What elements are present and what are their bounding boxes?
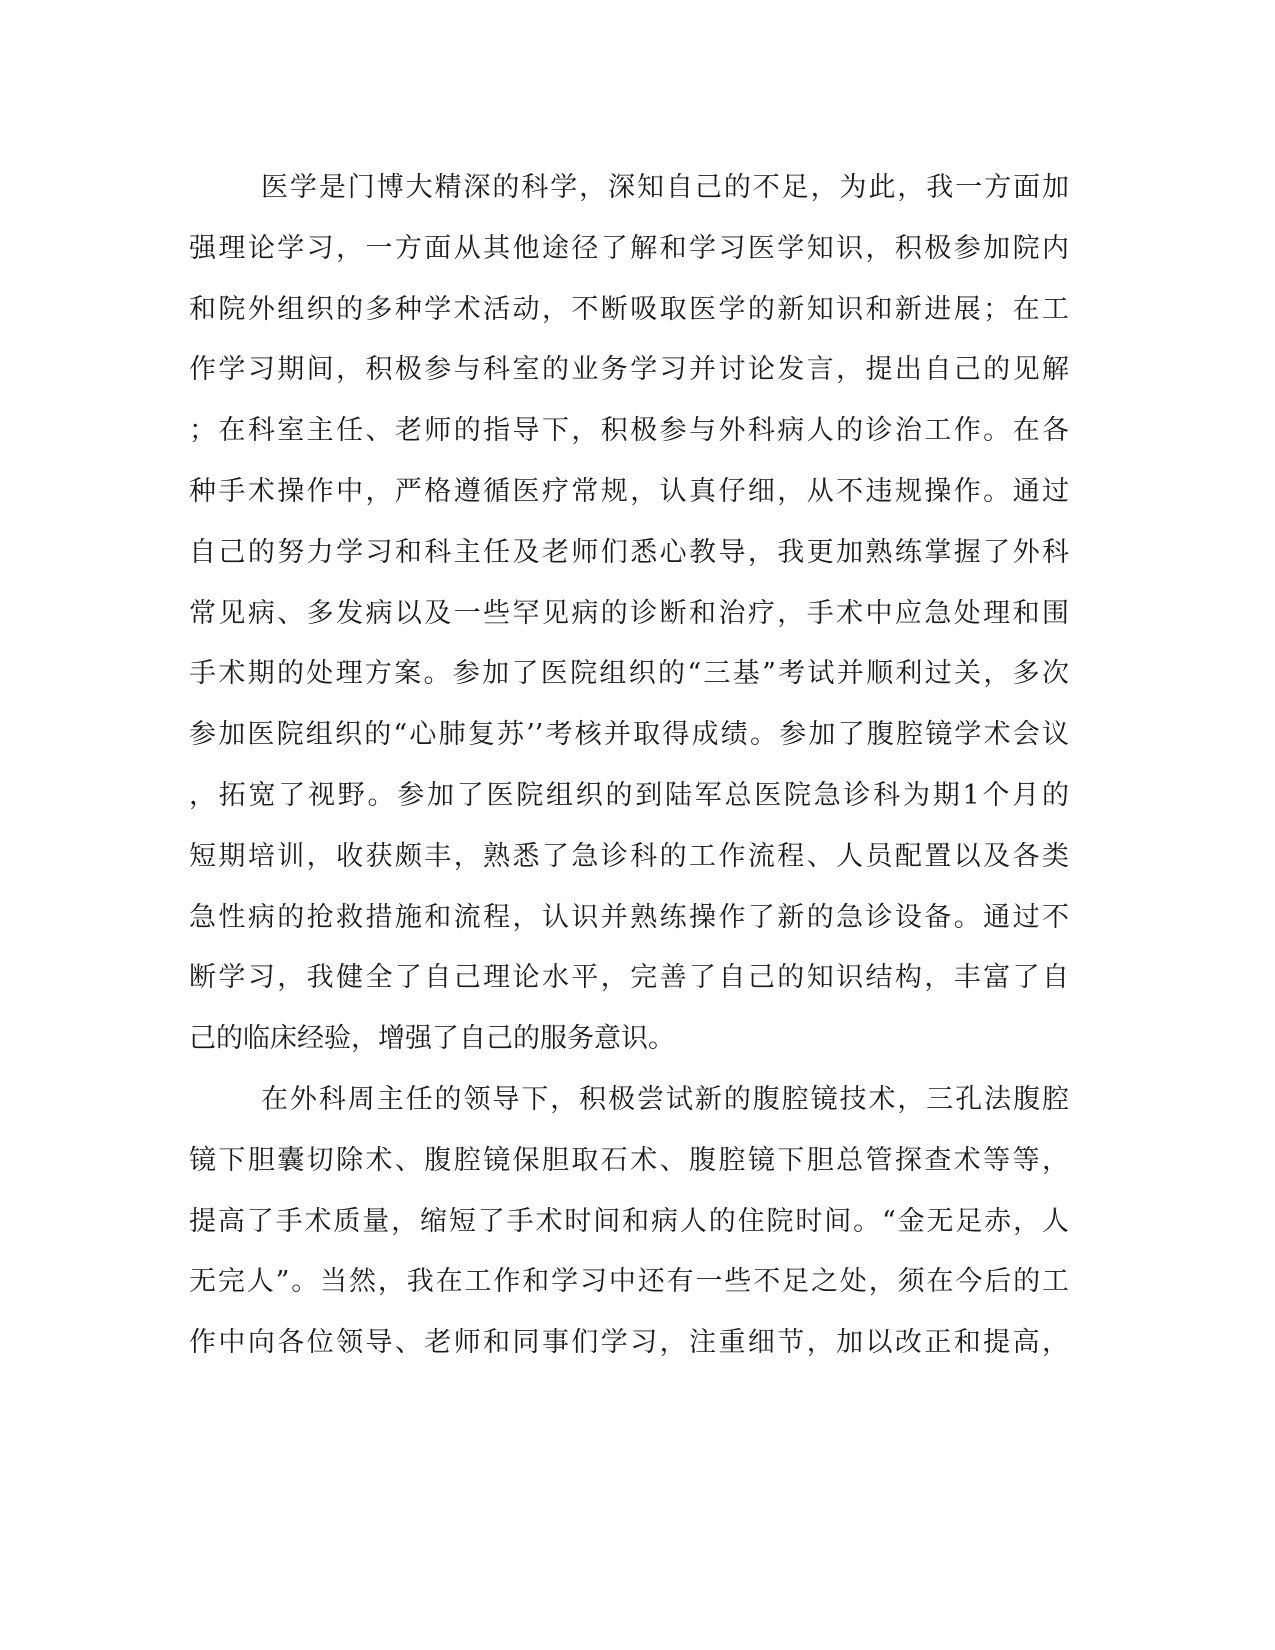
text-line: 常见病、多发病以及一些罕见病的诊断和治疗，手术中应急处理和围	[189, 597, 1069, 629]
body-text	[189, 158, 1069, 1374]
text-line: 无完人”。当然，我在工作和学习中还有一些不足之处，须在今后的工	[189, 1266, 1069, 1298]
text-line: ；在科室主任、老师的指导下，积极参与外科病人的诊治工作。在各	[189, 415, 1069, 447]
text-line: 强理论学习，一方面从其他途径了解和学习医学知识，积极参加院内	[189, 232, 1069, 264]
text-line: 己的临床经验，增强了自己的服务意识。	[189, 1023, 675, 1055]
text-line: 急性病的抢救措施和流程，认识并熟练操作了新的急诊设备。通过不	[189, 901, 1069, 933]
text-line: 和院外组织的多种学术活动，不断吸取医学的新知识和新进展；在工	[189, 293, 1069, 325]
text-line: 镜下胆囊切除术、腹腔镜保胆取石术、腹腔镜下胆总管探查术等等，	[189, 1144, 1069, 1176]
text-line: 参加医院组织的“心肺复苏’’考核并取得成绩。参加了腹腔镜学术会议	[189, 719, 1069, 751]
text-line: 作中向各位领导、老师和同事们学习，注重细节，加以改正和提高，	[189, 1327, 1069, 1359]
text-line: 短期培训，收获颇丰，熟悉了急诊科的工作流程、人员配置以及各类	[189, 840, 1069, 872]
text-line: 自己的努力学习和科主任及老师们悉心教导，我更加熟练掌握了外科	[189, 536, 1069, 568]
text-line: 提高了手术质量，缩短了手术时间和病人的住院时间。“金无足赤，人	[189, 1205, 1069, 1237]
text-line: ，拓宽了视野。参加了医院组织的到陆军总医院急诊科为期1个月的	[189, 779, 1069, 811]
text-line: 医学是门博大精深的科学，深知自己的不足，为此，我一方面加	[261, 172, 1069, 203]
paragraph-2	[189, 1070, 1069, 1374]
text-line: 在外科周主任的领导下，积极尝试新的腹腔镜技术，三孔法腹腔	[261, 1083, 1069, 1115]
paragraph-1	[189, 158, 1069, 1070]
text-line: 断学习，我健全了自己理论水平，完善了自己的知识结构，丰富了自	[189, 962, 1069, 994]
text-line: 种手术操作中，严格遵循医疗常规，认真仔细，从不违规操作。通过	[189, 475, 1069, 507]
text-line: 作学习期间，积极参与科室的业务学习并讨论发言，提出自己的见解	[189, 354, 1069, 386]
text-line: 手术期的处理方案。参加了医院组织的“三基”考试并顺利过关，多次	[189, 658, 1069, 690]
